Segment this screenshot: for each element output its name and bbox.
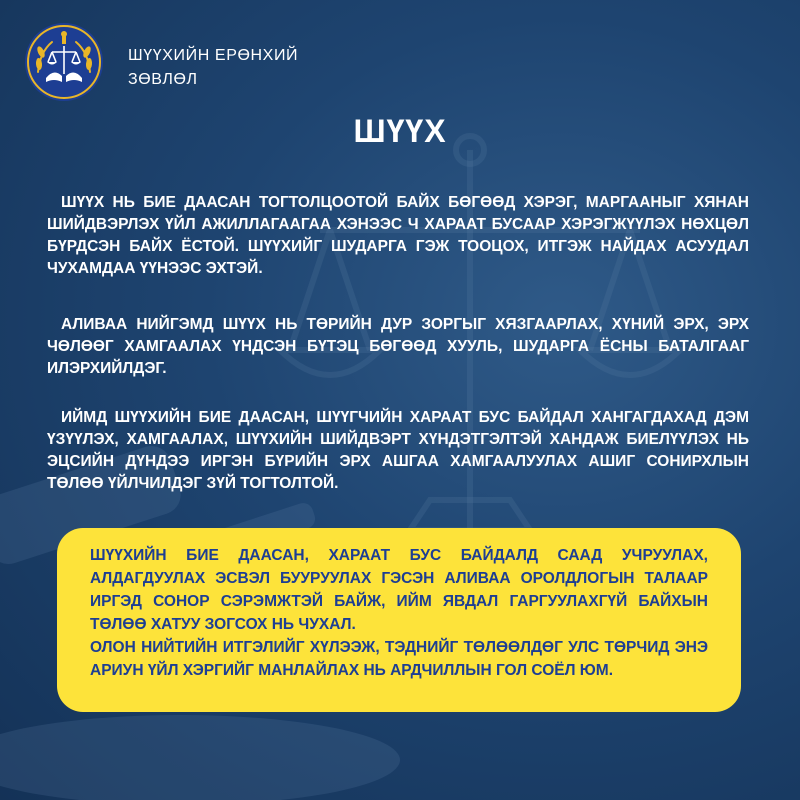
callout-text-1: ШҮҮХИЙН БИЕ ДААСАН, ХАРААТ БУС БАЙДАЛД СААД УЧРУУЛАХ, АЛДАГДУУЛАХ ЭСВЭЛ БУУРУУЛАХ ГЭСЭН АЛИВАА ОРОЛДЛОГЫН ТАЛААР ИРГЭД СОНОР СЭРЭМЖТЭЙ БАЙЖ, ИЙМ ЯВДАЛ ГАРГУУЛАХГҮЙ БАЙХЫН ТӨЛӨӨ ХАТУУ ЗОГСОХ НЬ ЧУХАЛ. (90, 547, 708, 633)
callout-box (57, 528, 741, 712)
organization-name (128, 44, 348, 92)
paragraph-3: ИЙМД ШҮҮХИЙН БИЕ ДААСАН, ШҮҮГЧИЙН ХАРААТ БУС БАЙДАЛ ХАНГАГДАХАД ДЭМ ҮЗҮҮЛЭХ, ХАМГААЛАХ, ШҮҮХИЙН ШИЙДВЭРТ ХҮНДЭТГЭЛТЭЙ ХАНДАЖ БИЕЛҮҮЛЭХ НЬ ЭЦСИЙН ДҮНДЭЭ ИРГЭН БҮРИЙН ЭРХ АШГАА ХАМГААЛУУЛАХ АШИГ СОНИРХЛЫН ТӨЛӨӨ ҮЙЛЧИЛДЭГ ЗҮЙ ТОГТОЛТОЙ. (47, 409, 749, 492)
judicial-council-emblem-icon (24, 22, 104, 102)
page-title: ШҮҮХ (353, 113, 447, 149)
paragraph-2: АЛИВАА НИЙГЭМД ШҮҮХ НЬ ТӨРИЙН ДУР ЗОРГЫГ ХЯЗГААРЛАХ, ХҮНИЙ ЭРХ, ЭРХ ЧӨЛӨӨГ ХАМГААЛАХ ҮНДСЭН БҮТЭЦ БӨГӨӨД ХУУЛЬ, ШУДАРГА ЁСНЫ БАТАЛГААГ ИЛЭРХИЙЛДЭГ. (47, 316, 749, 377)
paragraph-1: ШҮҮХ НЬ БИЕ ДААСАН ТОГТОЛЦООТОЙ БАЙХ БӨГӨӨД ХЭРЭГ, МАРГААНЫГ ХЯНАН ШИЙДВЭРЛЭХ ҮЙЛ АЖИЛЛАГААГАА ХЭНЭЭС Ч ХАРААТ БУСААР ХЭРЭГЖҮҮЛЭХ НӨХЦӨЛ БҮРДСЭН БАЙХ ЁСТОЙ. ШҮҮХИЙГ ШУДАРГА ГЭЖ ТООЦОХ, ИТГЭЖ НАЙДАХ АСУУДАЛ ЧУХАМДАА ҮҮНЭЭС ЭХТЭЙ. (47, 194, 749, 277)
callout-text-2: ОЛОН НИЙТИЙН ИТГЭЛИЙГ ХҮЛЭЭЖ, ТЭДНИЙГ ТӨЛӨӨЛДӨГ УЛС ТӨРЧИД ЭНЭ АРИУН ҮЙЛ ХЭРГИЙГ МАНЛАЙЛАХ НЬ АРДЧИЛЛЫН ГОЛ СОЁЛ ЮМ. (90, 639, 708, 679)
org-name-line1: ШҮҮХИЙН ЕРӨНХИЙ (128, 47, 299, 64)
org-name-line2: ЗӨВЛӨЛ (128, 71, 198, 88)
callout-text (90, 544, 708, 682)
